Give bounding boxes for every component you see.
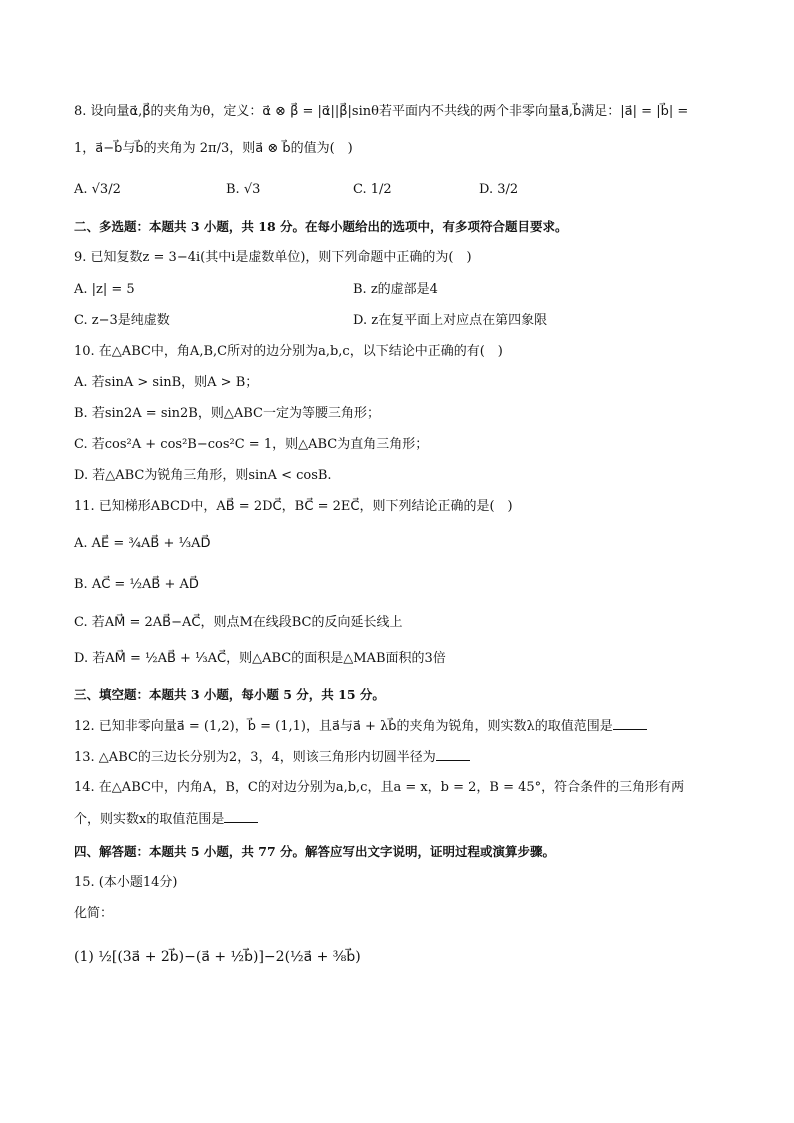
q12-answer-blank[interactable]: [613, 717, 647, 730]
q9-stem: 9. 已知复数z = 3−4i(其中i是虚数单位)，则下列命题中正确的为( ): [74, 250, 472, 265]
q13-text: 13. △ABC的三边长分别为2，3，4，则该三角形内切圆半径为: [74, 750, 436, 765]
q10-stem: 10. 在△ABC中，角A,B,C所对的边分别为a,b,c，以下结论中正确的有( ): [74, 344, 503, 359]
q8-option-b: B. √3: [226, 182, 261, 197]
q8-stem-line2: 1，a⃗−b⃗与b⃗的夹角为 2π/3，则a⃗ ⊗ b⃗的值为( ): [74, 141, 353, 156]
q14-text: 个，则实数x的取值范围是: [74, 812, 225, 827]
q13-line: [74, 748, 470, 767]
q11-option-b: B. AC⃗ = ½AB⃗ + AD⃗: [74, 577, 199, 592]
q9-option-d: D. z在复平面上对应点在第四象限: [353, 313, 548, 328]
q9-option-b: B. z的虚部是4: [353, 282, 438, 297]
q8-option-c: C. 1/2: [353, 182, 392, 197]
q11-option-c: C. 若AM⃗ = 2AB⃗−AC⃗，则点M在线段BC的反向延长线上: [74, 615, 403, 630]
q14-answer-blank[interactable]: [224, 810, 258, 823]
q10-option-b: B. 若sin2A = sin2B，则△ABC一定为等腰三角形；: [74, 406, 380, 421]
q8-stem-line1: 8. 设向量α⃗,β⃗的夹角为θ，定义：α⃗ ⊗ β⃗ = |α⃗||β⃗|sinθ若平面内不共线的两个非零向量a⃗,b⃗满足：|a⃗| = |b⃗| =: [74, 104, 689, 119]
q9-option-a: A. |z| = 5: [74, 282, 135, 297]
q8-option-a: A. √3/2: [74, 182, 121, 197]
q11-stem: 11. 已知梯形ABCD中，AB⃗ = 2DC⃗，BC⃗ = 2EC⃗，则下列结论正确的是( ): [74, 499, 513, 514]
q14-line2: [74, 810, 258, 829]
section3-heading: 三、填空题：本题共 3 小题，每小题 5 分，共 15 分。: [74, 687, 385, 702]
q10-option-a: A. 若sinA > sinB，则A > B；: [74, 375, 259, 390]
section4-heading: 四、解答题：本题共 5 小题，共 77 分。解答应写出文字说明，证明过程或演算步骤。: [74, 844, 556, 859]
q12-line: [74, 717, 647, 736]
q12-text: 12. 已知非零向量a⃗ = (1,2)，b⃗ = (1,1)，且a⃗与a⃗ + λb⃗的夹角为锐角，则实数λ的取值范围是: [74, 719, 613, 734]
q10-option-c: C. 若cos²A + cos²B−cos²C = 1，则△ABC为直角三角形；: [74, 437, 429, 452]
q15-title: 15. (本小题14分): [74, 875, 178, 890]
q9-option-c: C. z−3是纯虚数: [74, 313, 170, 328]
q15-part1-expression: (1) ½[(3a⃗ + 2b⃗)−(a⃗ + ½b⃗)]−2(½a⃗ + ⅜b⃗): [74, 949, 361, 965]
q13-answer-blank[interactable]: [436, 748, 470, 761]
q10-option-d: D. 若△ABC为锐角三角形，则sinA < cosB.: [74, 468, 332, 483]
section2-heading: 二、多选题：本题共 3 小题，共 18 分。在每小题给出的选项中，有多项符合题目要求。: [74, 219, 568, 234]
q15-instruction: 化简：: [74, 906, 114, 921]
q14-line1: 14. 在△ABC中，内角A，B，C的对边分别为a,b,c，且a = x，b = 2，B = 45°，符合条件的三角形有两: [74, 780, 685, 795]
q11-option-d: D. 若AM⃗ = ½AB⃗ + ⅓AC⃗，则△ABC的面积是△MAB面积的3倍: [74, 651, 446, 666]
q8-option-d: D. 3/2: [479, 182, 519, 197]
q11-option-a: A. AE⃗ = ¾AB⃗ + ⅓AD⃗: [74, 536, 211, 551]
